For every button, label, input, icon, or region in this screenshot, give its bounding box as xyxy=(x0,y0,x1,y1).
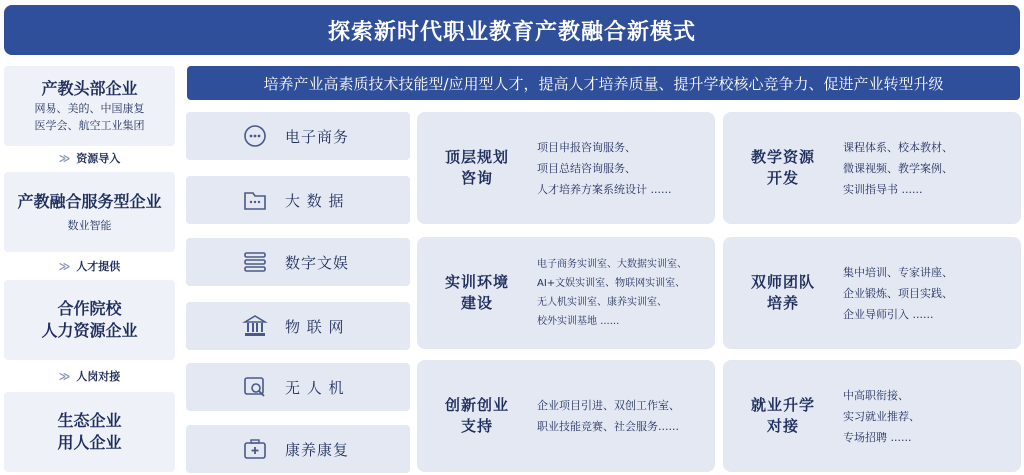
service-title-1: 创新创业 xyxy=(444,396,509,414)
chevron-down-icon: ≫ xyxy=(58,151,71,165)
industry-digital-entertainment xyxy=(186,238,410,286)
service-enterprise-title: 产教融合服务型企业 xyxy=(17,191,162,211)
service-line: 无人机实训室、康养实训室、 xyxy=(537,297,667,308)
flow-label: 人岗对接 xyxy=(76,370,121,383)
service-enterprise-sub: 数业智能 xyxy=(67,218,112,232)
service-enterprise-box xyxy=(4,172,175,252)
head-enterprise-sub-2: 医学会、航空工业集团 xyxy=(34,119,145,132)
service-line: 中高职衔接、 xyxy=(843,388,909,402)
head-enterprise-box xyxy=(4,66,175,146)
chat-dots-icon xyxy=(241,122,269,150)
industry-label: 数字文娱 xyxy=(285,253,350,272)
service-innovation-entrepreneurship xyxy=(417,360,715,472)
medical-kit-icon xyxy=(241,435,269,463)
page-title: 探索新时代职业教育产教融合新模式 xyxy=(4,5,1020,55)
service-line: 企业锻炼、项目实践、 xyxy=(843,286,953,300)
service-teaching-resources xyxy=(723,112,1021,224)
service-employment-advancement xyxy=(723,360,1021,472)
folder-data-icon xyxy=(241,186,269,214)
service-title-2: 对接 xyxy=(766,417,799,435)
industry-label: 康养康复 xyxy=(285,440,350,459)
eco-enterprise-title-1: 生态企业 xyxy=(57,411,122,430)
head-enterprise-sub-1: 网易、美的、中国康复 xyxy=(34,102,145,115)
service-line: 实训指导书 ...... xyxy=(843,182,923,196)
service-title-1: 双师团队 xyxy=(750,273,815,291)
service-title-1: 就业升学 xyxy=(750,396,815,414)
service-line: 人才培养方案系统设计 ...... xyxy=(537,182,672,196)
service-line: 实习就业推荐、 xyxy=(843,409,920,423)
industry-ecommerce xyxy=(186,112,410,160)
chevron-down-icon: ≫ xyxy=(58,369,71,383)
service-title-2: 开发 xyxy=(766,169,799,187)
service-title-2: 培养 xyxy=(766,294,799,312)
industry-label: 电子商务 xyxy=(285,127,350,146)
service-title-1: 顶层规划 xyxy=(444,148,509,166)
industry-label: 大 数 据 xyxy=(285,191,345,210)
service-line: 职业技能竞赛、社会服务...... xyxy=(537,420,679,433)
service-line: 项目申报咨询服务、 xyxy=(537,140,636,154)
industry-drone xyxy=(186,363,410,411)
partner-school-title-1: 合作院校 xyxy=(57,299,122,318)
service-line: 企业导师引入 ...... xyxy=(843,307,934,321)
eco-enterprise-box xyxy=(4,392,175,472)
building-icon xyxy=(241,312,269,340)
service-title-2: 支持 xyxy=(460,417,493,435)
service-line: AI+文娱实训室、物联网实训室、 xyxy=(537,278,686,289)
service-title-2: 建设 xyxy=(460,294,493,312)
service-title-1: 教学资源 xyxy=(750,148,815,166)
service-line: 集中培训、专家讲座、 xyxy=(843,265,953,279)
flow-job-matching xyxy=(4,365,175,387)
image-search-icon xyxy=(241,373,269,401)
service-line: 专场招聘 ...... xyxy=(843,430,912,444)
industry-iot xyxy=(186,302,410,350)
service-line: 电子商务实训室、大数据实训室、 xyxy=(537,259,687,270)
service-title-2: 咨询 xyxy=(460,169,493,187)
service-line: 企业项目引进、双创工作室、 xyxy=(537,399,680,412)
flow-label: 资源导入 xyxy=(76,152,121,165)
service-line: 校外实训基地 ...... xyxy=(537,316,620,327)
layers-icon xyxy=(241,248,269,276)
service-line: 课程体系、校本教材、 xyxy=(843,140,953,154)
service-line: 项目总结咨询服务、 xyxy=(537,161,636,175)
goal-banner: 培养产业高素质技术技能型/应用型人才，提高人才培养质量、提升学校核心竞争力、促进产业转型升级 xyxy=(187,66,1020,100)
eco-enterprise-title-2: 用人企业 xyxy=(57,433,122,452)
industry-label: 物 联 网 xyxy=(285,317,345,336)
partner-school-title-2: 人力资源企业 xyxy=(41,321,138,340)
partner-school-box xyxy=(4,280,175,360)
industry-label: 无 人 机 xyxy=(285,378,345,397)
chevron-down-icon: ≫ xyxy=(58,259,71,273)
flow-label: 人才提供 xyxy=(76,260,121,273)
flow-resource-import xyxy=(4,147,175,169)
service-title-1: 实训环境 xyxy=(444,273,509,291)
service-dual-teacher xyxy=(723,237,1021,349)
flow-talent-supply xyxy=(4,255,175,277)
service-top-level-planning xyxy=(417,112,715,224)
service-training-environment xyxy=(417,237,715,349)
industry-rehab xyxy=(186,425,410,473)
service-line: 微课视频、教学案例、 xyxy=(843,161,953,175)
industry-bigdata xyxy=(186,176,410,224)
head-enterprise-title: 产教头部企业 xyxy=(41,79,138,98)
